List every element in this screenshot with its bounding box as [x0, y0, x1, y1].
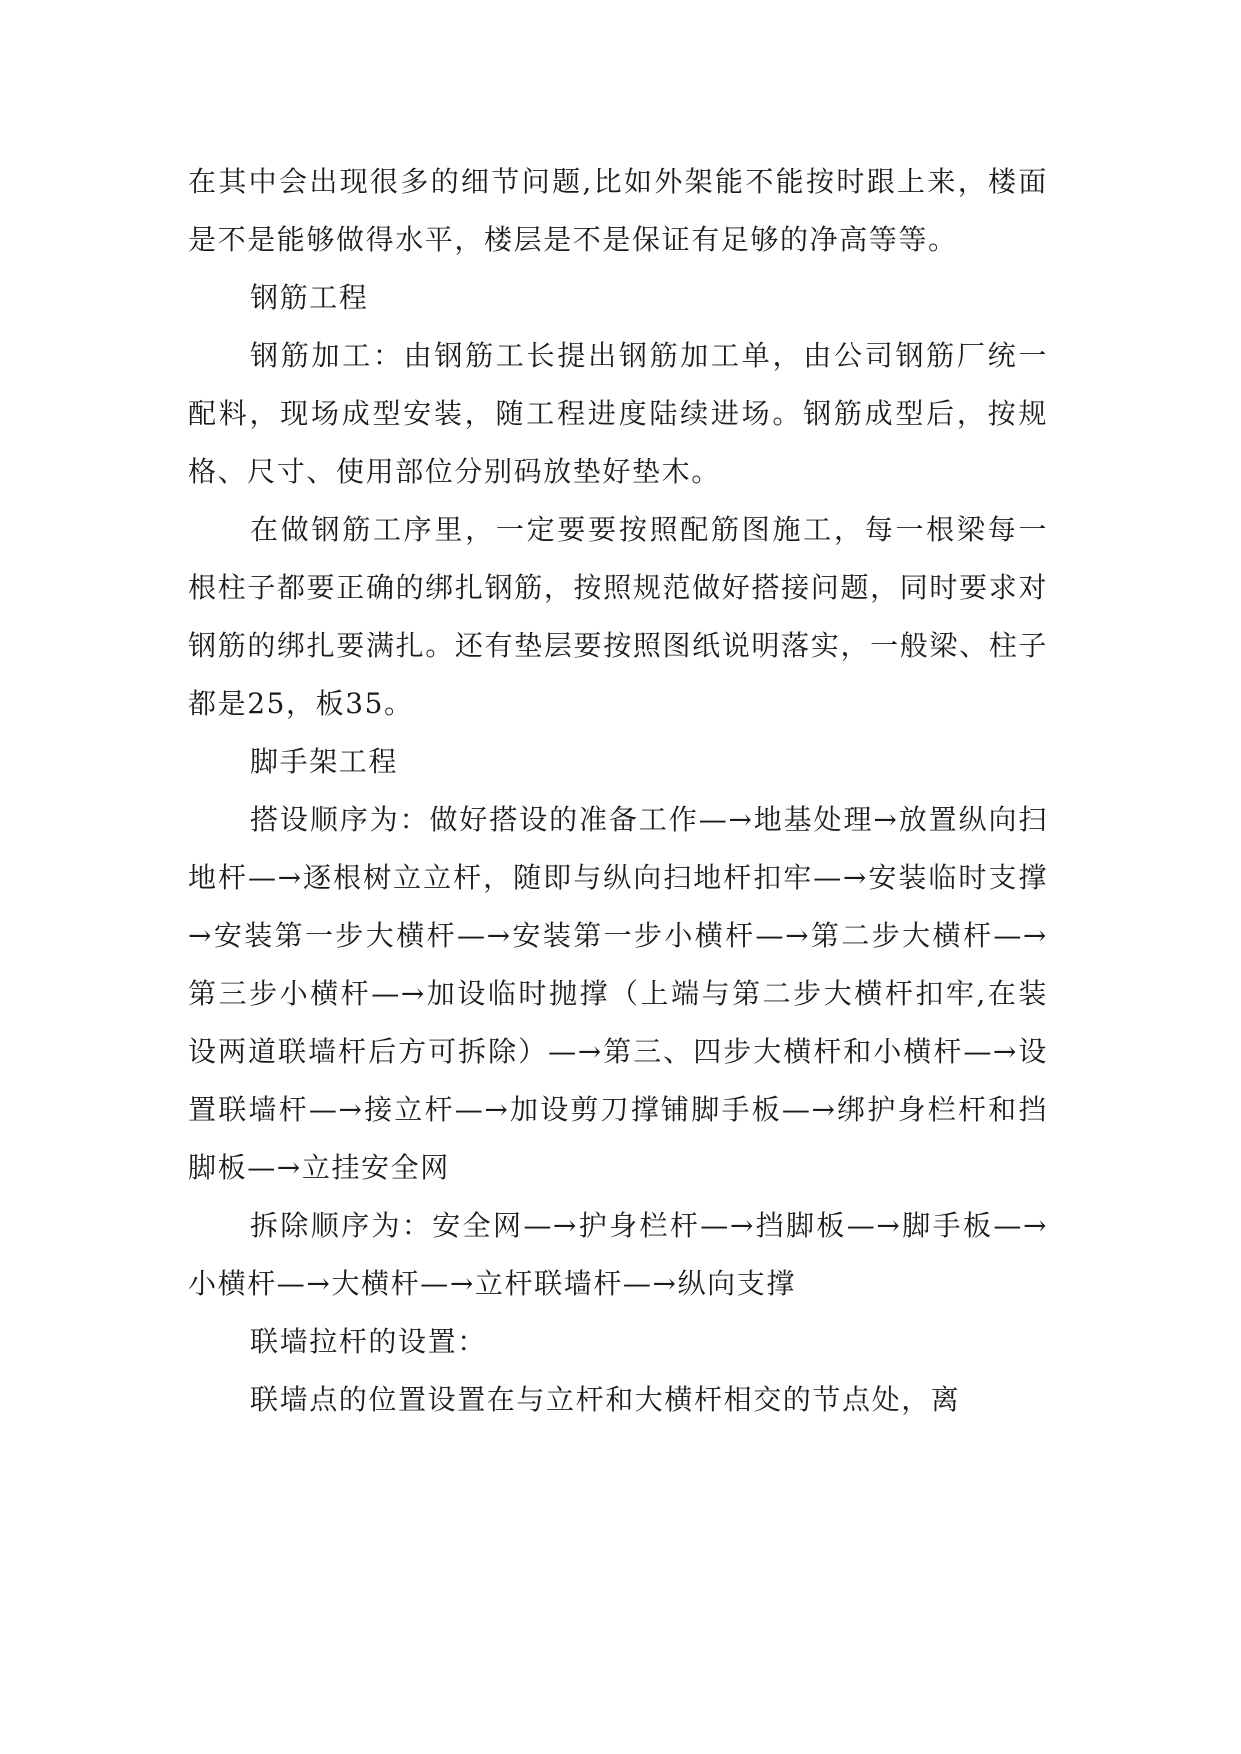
paragraph-rebar-processing: 钢筋加工：由钢筋工长提出钢筋加工单，由公司钢筋厂统一配料，现场成型安装，随工程进度陆续进场。钢筋成型后，按规格、尺寸、使用部位分别码放垫好垫木。 — [188, 339, 1048, 488]
paragraph-dismantling-sequence: 拆除顺序为：安全网—→护身栏杆—→挡脚板—→脚手板—→小横杆—→大横杆—→立杆联墙杆—→纵向支撑 — [188, 1209, 1048, 1300]
paragraph-rebar-procedure: 在做钢筋工序里，一定要要按照配筋图施工，每一根梁每一根柱子都要正确的绑扎钢筋，按照规范做好搭接问题，同时要求对钢筋的绑扎要满扎。还有垫层要按照图纸说明落实，一般梁、柱子都是25，板35。 — [188, 513, 1048, 720]
document-body — [188, 153, 1048, 1429]
paragraph-wall-tie-position: 联墙点的位置设置在与立杆和大横杆相交的节点处，离 — [250, 1383, 961, 1416]
heading-scaffolding-engineering: 脚手架工程 — [250, 745, 399, 778]
paragraph-erection-sequence: 搭设顺序为：做好搭设的准备工作—→地基处理→放置纵向扫地杆—→逐根树立立杆，随即与纵向扫地杆扣牢—→安装临时支撑→安装第一步大横杆—→安装第一步小横杆—→第二步大横杆—→第三步小横杆—→加设临时抛撑（上端与第二步大横杆扣牢,在装设两道联墙杆后方可拆除）—→第三、四步大横杆和小横杆—→设置联墙杆—→接立杆—→加设剪刀撑铺脚手板—→绑护身栏杆和挡脚板—→立挂安全网 — [188, 803, 1048, 1184]
heading-wall-tie-setup: 联墙拉杆的设置： — [250, 1325, 487, 1358]
heading-rebar-engineering: 钢筋工程 — [250, 281, 369, 314]
paragraph-1: 在其中会出现很多的细节问题,比如外架能不能按时跟上来，楼面是不是能够做得水平，楼层是不是保证有足够的净高等等。 — [188, 165, 1048, 256]
